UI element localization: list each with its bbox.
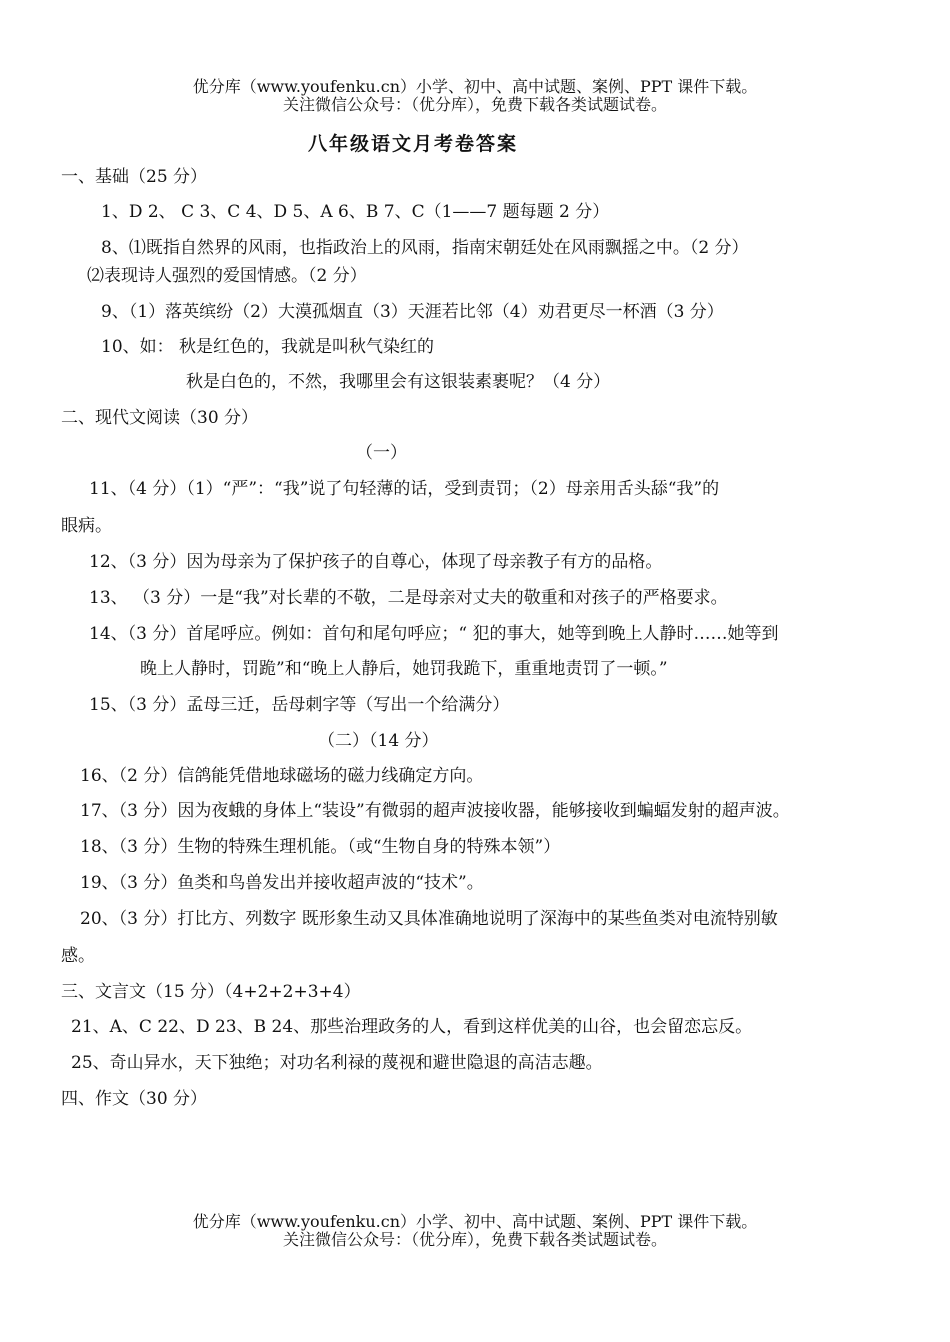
answer-16: 16、（2 分）信鸽能凭借地球磁场的磁力线确定方向。 xyxy=(80,766,484,786)
answer-18: 18、（3 分）生物的特殊生理机能。（或“生物自身的特殊本领”） xyxy=(80,837,561,857)
footer-line-2: 关注微信公众号：（优分库），免费下载各类试题试卷。 xyxy=(282,1230,667,1249)
section-1-heading: 一、基础（25 分） xyxy=(61,167,208,187)
answer-25: 25、奇山异水，天下独绝；对功名利禄的蔑视和避世隐退的高洁志趣。 xyxy=(71,1053,603,1073)
part-2-label: （二）（14 分） xyxy=(318,731,439,751)
page-footer xyxy=(0,1213,950,1249)
section-2-heading: 二、现代文阅读（30 分） xyxy=(61,408,259,428)
answer-13: 13、 （3 分）一是“我”对长辈的不敬，二是母亲对丈夫的敬重和对孩子的严格要求。 xyxy=(89,588,728,608)
answer-20-line-2: 感。 xyxy=(61,946,95,966)
page-header xyxy=(0,78,950,114)
document-title: 八年级语文月考卷答案 xyxy=(307,133,518,155)
header-line-2: 关注微信公众号：（优分库），免费下载各类试题试卷。 xyxy=(282,95,667,114)
answer-8-part-1: 8、⑴既指自然界的风雨，也指政治上的风雨，指南宋朝廷处在风雨飘摇之中。（2 分） xyxy=(101,238,749,258)
answer-15: 15、（3 分）孟母三迁，岳母刺字等（写出一个给满分） xyxy=(89,695,510,715)
answer-19: 19、（3 分）鱼类和鸟兽发出并接收超声波的“技术”。 xyxy=(80,873,484,893)
answer-1-7: 1、D 2、 C 3、C 4、D 5、A 6、B 7、C（1——7 题每题 2 分） xyxy=(101,202,610,222)
answer-14-line-1: 14、（3 分）首尾呼应。例如：首句和尾句呼应；“ 犯的事大，她等到晚上人静时……她等到 xyxy=(89,624,779,644)
footer-line-1: 优分库（www.youfenku.cn）小学、初中、高中试题、案例、PPT 课件下载。 xyxy=(192,1212,758,1231)
header-line-1: 优分库（www.youfenku.cn）小学、初中、高中试题、案例、PPT 课件下载。 xyxy=(192,77,758,96)
section-3-heading: 三、文言文（15 分）（4+2+2+3+4） xyxy=(61,982,361,1002)
answer-8-part-2: ⑵表现诗人强烈的爱国情感。（2 分） xyxy=(87,266,367,286)
answer-17: 17、（3 分）因为夜蛾的身体上“装设”有微弱的超声波接收器，能够接收到蝙蝠发射的超声波。 xyxy=(80,801,790,821)
answer-11-line-2: 眼病。 xyxy=(61,516,112,536)
answer-11-line-1: 11、（4 分）（1）“严”：“我”说了句轻薄的话，受到责罚；（2）母亲用舌头舔“我”的 xyxy=(89,479,720,499)
answer-9: 9、（1）落英缤纷（2）大漠孤烟直（3）天涯若比邻（4）劝君更尽一杯酒（3 分） xyxy=(101,302,724,322)
section-4-heading: 四、作文（30 分） xyxy=(61,1089,208,1109)
part-1-label: （一） xyxy=(356,443,407,463)
answer-10-line-1: 10、如： 秋是红色的，我就是叫秋气染红的 xyxy=(101,337,435,357)
answer-12: 12、（3 分）因为母亲为了保护孩子的自尊心，体现了母亲教子有方的品格。 xyxy=(89,552,663,572)
answer-21-24: 21、A、C 22、D 23、B 24、那些治理政务的人，看到这样优美的山谷，也会留恋忘反。 xyxy=(71,1017,753,1037)
answer-20-line-1: 20、（3 分）打比方、列数字 既形象生动又具体准确地说明了深海中的某些鱼类对电流特别敏 xyxy=(80,909,778,929)
answer-14-line-2: 晚上人静时，罚跪”和“晚上人静后，她罚我跪下，重重地责罚了一顿。” xyxy=(140,659,668,679)
answer-10-line-2: 秋是白色的，不然，我哪里会有这银装素裹呢？（4 分） xyxy=(186,372,611,392)
